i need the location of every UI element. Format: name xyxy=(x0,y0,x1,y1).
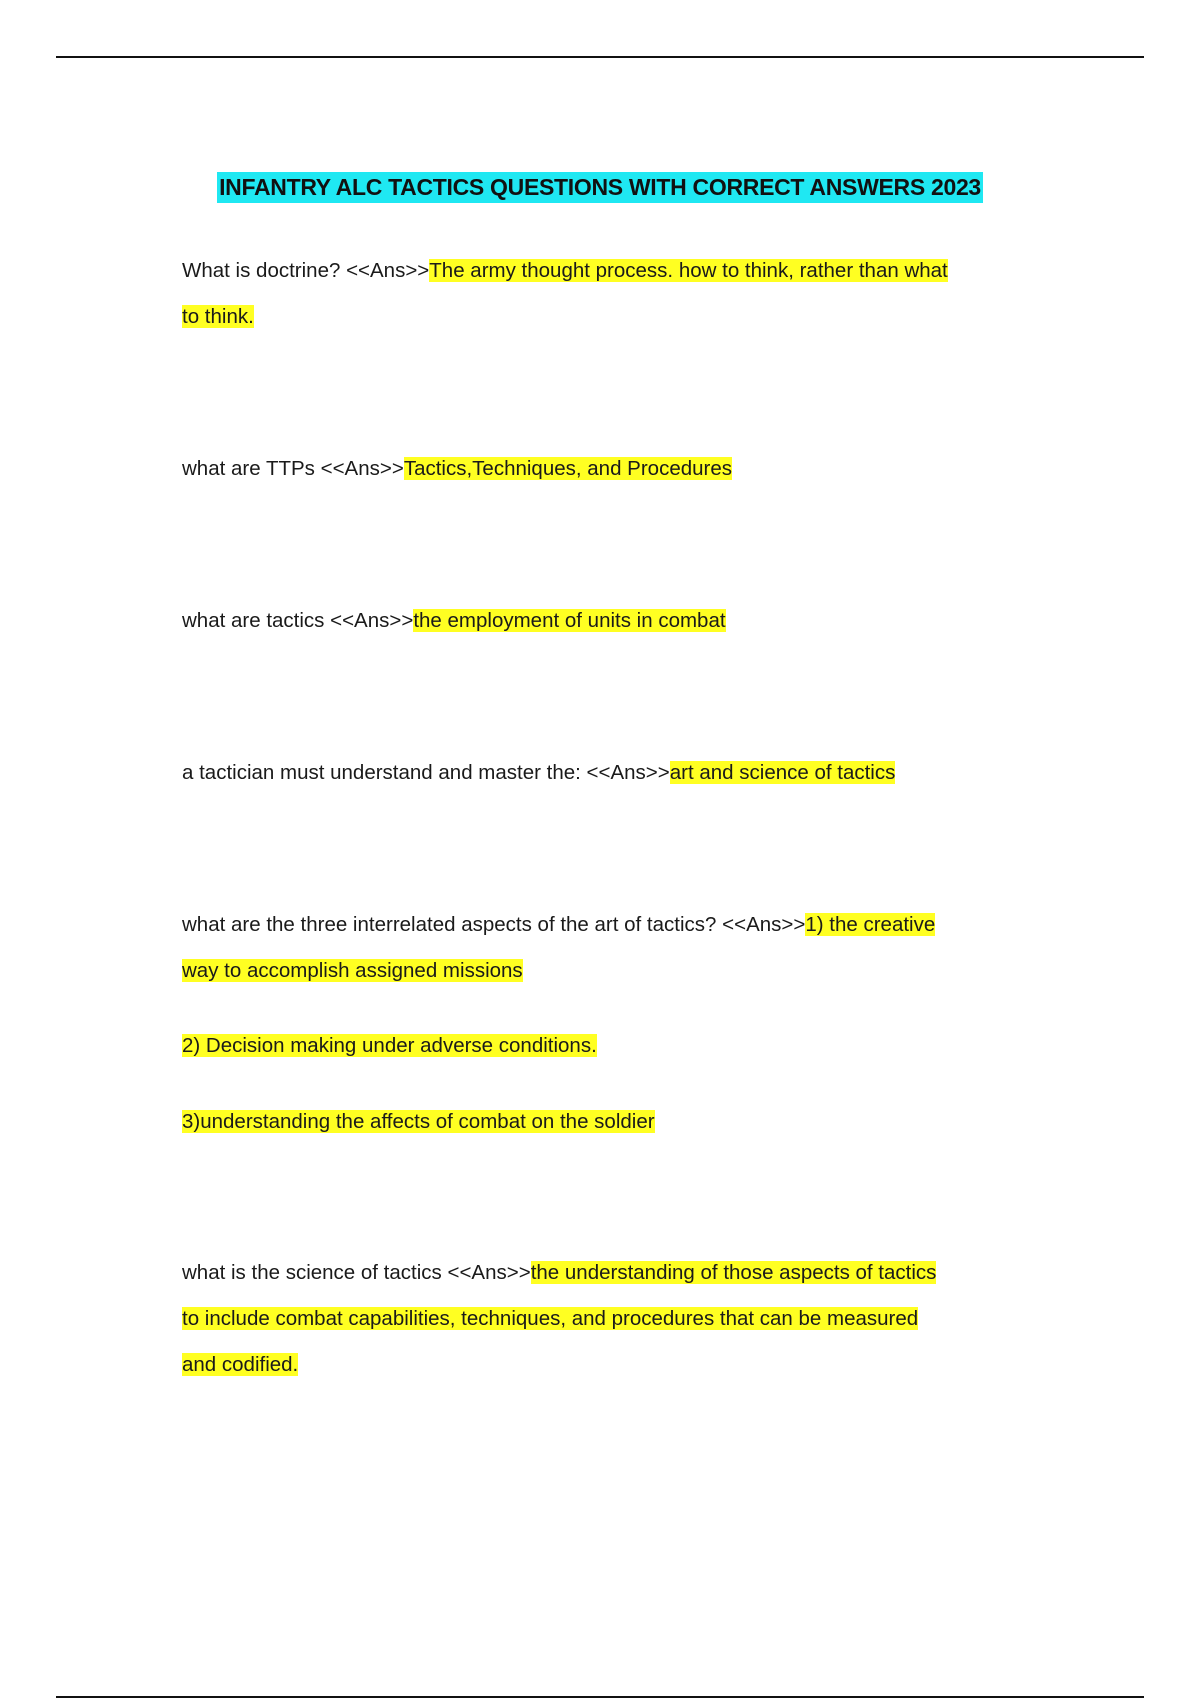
answer-text: the employment of units in combat xyxy=(413,609,726,632)
title-container xyxy=(0,172,1200,203)
qa-line xyxy=(182,1342,1032,1388)
header-rule xyxy=(56,56,1144,58)
qa-line xyxy=(182,446,1032,492)
answer-text: art and science of tactics xyxy=(669,761,896,784)
answer-text: 3)understanding the affects of combat on the soldier xyxy=(182,1110,655,1133)
qa-item-art-of-tactics xyxy=(182,902,1032,1145)
answer-text: to include combat capabilities, techniques, and procedures that can be measured xyxy=(182,1307,919,1330)
qa-line xyxy=(182,294,1032,340)
qa-line xyxy=(182,902,1032,948)
question-text: a tactician must understand and master the: <<Ans>> xyxy=(182,761,670,784)
qa-line xyxy=(182,1023,1032,1069)
question-text: what is the science of tactics <<Ans>> xyxy=(182,1261,531,1284)
answer-text: 2) Decision making under adverse conditions. xyxy=(182,1034,597,1057)
qa-item-tactician xyxy=(182,750,1032,796)
question-text: What is doctrine? <<Ans>> xyxy=(182,259,430,282)
qa-item-doctrine xyxy=(182,248,1032,340)
qa-line xyxy=(182,750,1032,796)
question-text: what are tactics <<Ans>> xyxy=(182,609,414,632)
qa-item-ttps xyxy=(182,446,1032,492)
document-title: INFANTRY ALC TACTICS QUESTIONS WITH CORRECT ANSWERS 2023 xyxy=(217,172,983,203)
qa-line xyxy=(182,1250,1032,1296)
answer-text: Tactics,Techniques, and Procedures xyxy=(403,457,733,480)
qa-item-tactics xyxy=(182,598,1032,644)
qa-line xyxy=(182,248,1032,294)
footer-rule xyxy=(56,1696,1144,1698)
qa-item-science-of-tactics xyxy=(182,1250,1032,1388)
qa-line xyxy=(182,1296,1032,1342)
answer-text: The army thought process. how to think, rather than what xyxy=(429,259,948,282)
qa-line xyxy=(182,1099,1032,1145)
answer-text: way to accomplish assigned missions xyxy=(182,959,523,982)
question-text: what are TTPs <<Ans>> xyxy=(182,457,404,480)
answer-text: the understanding of those aspects of tactics xyxy=(530,1261,937,1284)
answer-text: to think. xyxy=(182,305,254,328)
answer-text: 1) the creative xyxy=(805,913,936,936)
question-text: what are the three interrelated aspects of the art of tactics? <<Ans>> xyxy=(182,913,806,936)
qa-line xyxy=(182,948,1032,994)
qa-line xyxy=(182,598,1032,644)
answer-text: and codified. xyxy=(182,1353,299,1376)
